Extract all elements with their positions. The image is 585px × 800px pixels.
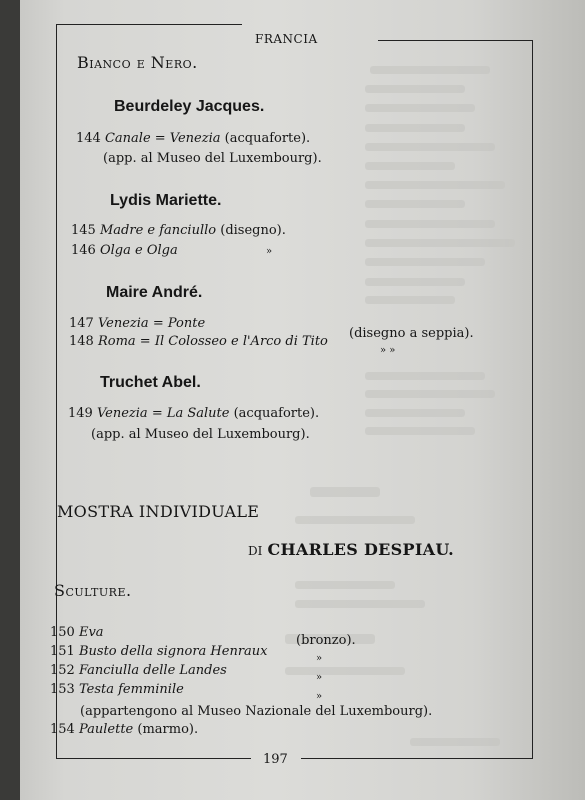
entry-title: Venezia = Ponte (97, 316, 206, 331)
show-through-texture (20, 0, 585, 800)
running-head: FRANCIA (255, 32, 318, 46)
entry-154 (50, 723, 198, 736)
artist-truchet: Truchet Abel. (100, 374, 201, 391)
ditto-mark: » (316, 653, 323, 664)
ditto-mark: » » (380, 345, 396, 356)
entry-number: 150 (50, 625, 75, 640)
entry-151 (50, 645, 267, 658)
entry-144 (76, 132, 310, 145)
frame-bottom-left-rule (56, 758, 251, 759)
entry-149 (68, 407, 319, 420)
artist-lydis: Lydis Mariette. (110, 192, 222, 209)
entry-title: Fanciulla delle Landes (78, 663, 227, 678)
entry-title: Busto della signora Henraux (78, 644, 268, 659)
entry-number: 151 (50, 644, 75, 659)
page-number: 197 (263, 752, 288, 767)
entry-147-medium: (disegno a seppia). (349, 326, 474, 341)
ditto-mark: » (316, 672, 323, 683)
ditto-mark: » (316, 691, 323, 702)
entry-medium: (disegno). (220, 223, 286, 238)
entry-number: 144 (76, 131, 101, 146)
section-bianco-e-nero: Bianco e Nero. (77, 53, 198, 72)
entry-title: Paulette (78, 722, 134, 737)
entry-title: Madre e fanciullo (99, 223, 217, 238)
mostra-heading: MOSTRA INDIVIDUALE (57, 502, 260, 521)
artist-despiau-heading (248, 542, 454, 558)
entry-number: 145 (71, 223, 96, 238)
entry-number: 152 (50, 663, 75, 678)
entry-title: Canale = Venezia (104, 131, 221, 146)
entry-title: Venezia = La Salute (96, 406, 230, 421)
entry-145 (71, 224, 286, 237)
entry-number: 147 (69, 316, 94, 331)
entry-number: 146 (71, 243, 96, 258)
artist-beurdeley: Beurdeley Jacques. (114, 98, 265, 115)
entry-title: Testa femminile (78, 682, 184, 697)
frame-right-rule (532, 40, 533, 758)
entry-150 (50, 626, 104, 639)
entry-153-ownership: (appartengono al Museo Nazionale del Luxembourg). (80, 704, 433, 719)
section-sculture: Sculture. (54, 581, 132, 600)
ditto-mark: » (266, 246, 273, 257)
entry-title: Eva (78, 625, 104, 640)
entry-title: Roma = Il Colosseo e l'Arco di Tito (97, 334, 328, 349)
entry-149-ownership: (app. al Museo del Luxembourg). (91, 427, 310, 442)
entry-150-medium: (bronzo). (296, 633, 356, 648)
entry-144-ownership: (app. al Museo del Luxembourg). (103, 151, 322, 166)
frame-top-left-rule (56, 24, 242, 25)
frame-bottom-right-rule (301, 758, 533, 759)
despiau-name: CHARLES DESPIAU. (267, 540, 455, 559)
entry-number: 153 (50, 682, 75, 697)
entry-146 (71, 244, 178, 257)
entry-number: 154 (50, 722, 75, 737)
entry-medium: (acquaforte). (233, 406, 320, 421)
entry-153 (50, 683, 184, 696)
entry-147 (69, 317, 205, 330)
artist-maire: Maire André. (106, 284, 203, 301)
entry-title: Olga e Olga (99, 243, 178, 258)
entry-medium: (acquaforte). (224, 131, 311, 146)
frame-top-right-rule (378, 40, 532, 41)
entry-148 (69, 335, 328, 348)
book-page (20, 0, 585, 800)
di-label: DI (248, 544, 263, 558)
entry-medium: (marmo). (137, 722, 199, 737)
entry-152 (50, 664, 227, 677)
entry-number: 149 (68, 406, 93, 421)
entry-number: 148 (69, 334, 94, 349)
